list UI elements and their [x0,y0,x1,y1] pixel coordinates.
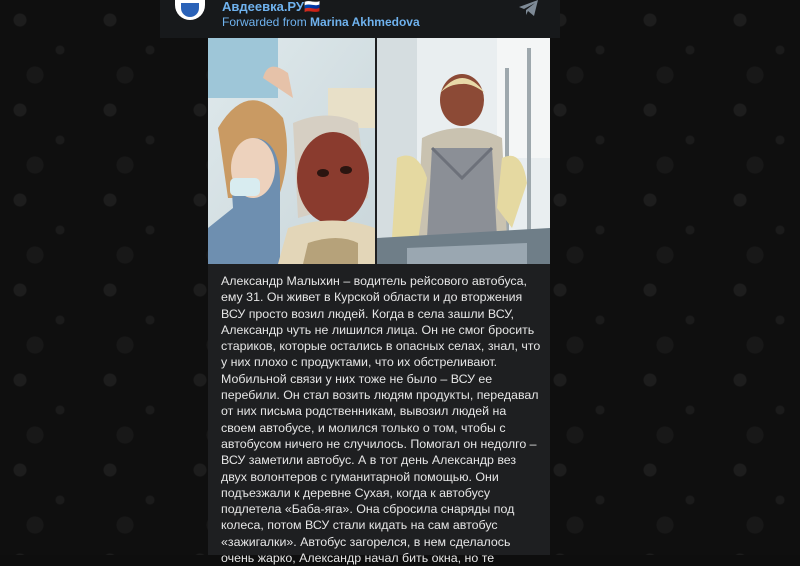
forwarded-line[interactable] [222,15,420,29]
flag-icon: 🇷🇺 [304,0,321,14]
forwarded-from-name[interactable]: Marina Akhmedova [310,15,420,29]
channel-name[interactable] [222,0,320,14]
photo-man-in-hospital-bed[interactable] [377,38,550,264]
forwarded-prefix: Forwarded from [222,15,307,29]
avatar-image [181,3,199,17]
channel-name-text: Авдеевка.РУ [222,0,305,14]
message-text: Александр Малыхин – водитель рейсового автобуса, ему 31. Он живет в Курской области и до вторжения ВСУ просто возил людей. Когда в села зашли ВСУ, Александр чуть не лишился лица. Он не смог бросить стариков, которые остались в опасных селах, знал, что у них плохо с продуктами, что их обстреливают. Мобильной связи у них тоже не было – ВСУ ее перебили. Он стал возить людям продукты, передавал от них письма родственникам, вывозил людей на своем автобусе, и молился только о том, чтобы с автобусом ничего не случилось. Помогал он недолго – ВСУ заметили автобус. А в тот день Александр вез двух волонтеров с гуманитарной помощью. Они подъезжали к деревне Сухая, когда к автобусу подлетела «Баба-яга». Она сбросила снаряды под колеса, потом ВСУ стали кидать на сам автобус «зажигалки». Автобус загорелся, в нем сделалось очень жарко, Александр начал бить окна, но те [221,274,541,566]
message-card [208,38,550,566]
telegram-share-icon[interactable] [518,0,540,16]
photo-woman-and-burned-man[interactable] [208,38,375,264]
